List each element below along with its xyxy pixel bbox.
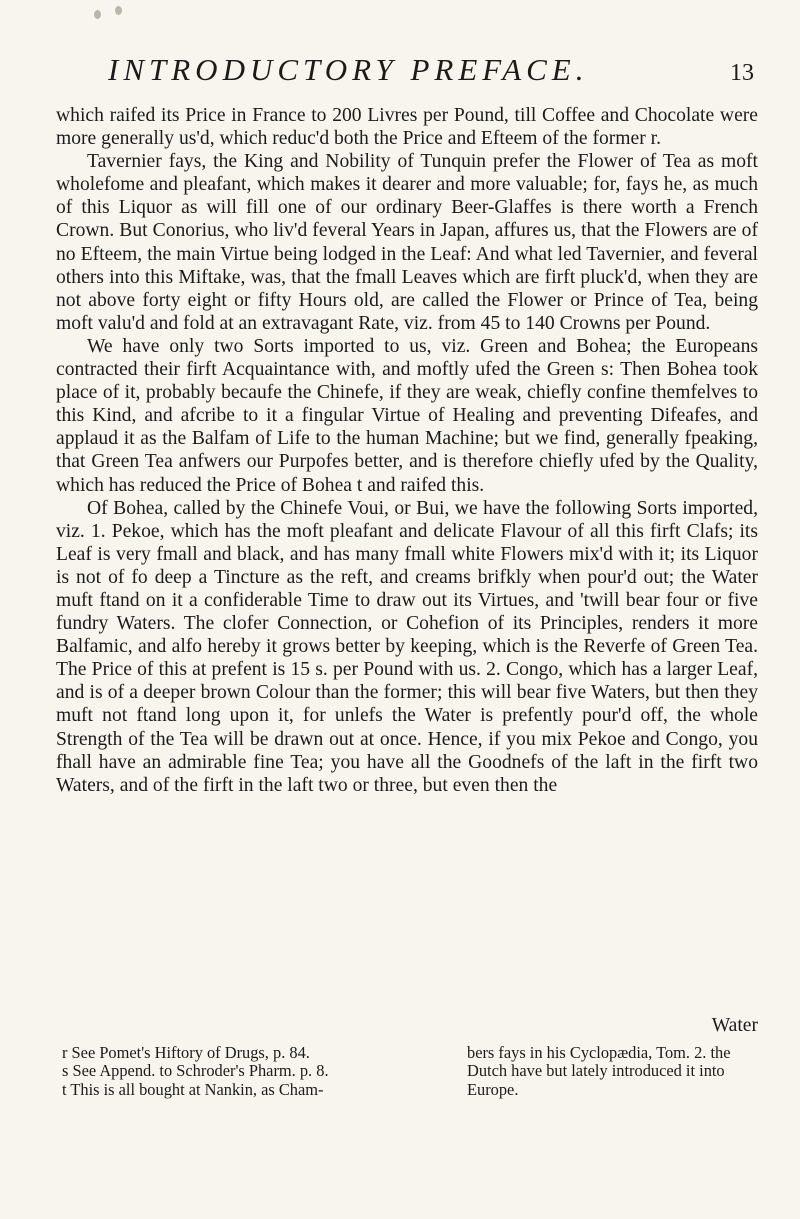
footnotes bbox=[62, 1044, 762, 1099]
running-head: INTRODUCTORY PREFACE. bbox=[108, 52, 589, 87]
footnote-continuation: bers fays in his Cyclopædia, Tom. 2. the bbox=[467, 1043, 731, 1062]
page-header bbox=[108, 52, 754, 96]
paragraph: We have only two Sorts imported to us, viz. Green and Bohea; the Europeans contracted their firft Acquaintance with, and moftly ufed the Green s: Then Bohea took place of it, probably becaufe the Chinefe, if they are weak, chiefly confine themfelves to this Kind, and afcribe to it a fingular Virtue of Healing and preventing Difeafes, and applaud it as the Balfam of Life to the human Machine; but we find, generally fpeaking, that Green Tea anfwers our Purpofes better, and is therefore chiefly ufed by the Quality, which has reduced the Price of Bohea t and raifed this. bbox=[56, 335, 758, 496]
paragraph: Tavernier fays, the King and Nobility of Tunquin prefer the Flower of Tea as moft wholefome and pleafant, which makes it dearer and more valuable; for, fays he, as much of this Liquor as will fill one of our ordinary Beer-Glaffes is there worth a French Crown. But Conorius, who liv'd feveral Years in Japan, affures us, that the Flowers are of no Efteem, the main Virtue being lodged in the Leaf: And what led Tavernier, and feveral others into this Miftake, was, that the fmall Leaves which are firft pluck'd, when they are not above forty eight or fifty Hours old, are called the Flower or Prince of Tea, being moft valu'd and fold at an extravagant Rate, viz. from 45 to 140 Crowns per Pound. bbox=[56, 151, 758, 334]
footnote: t This is all bought at Nankin, as Cham- bbox=[62, 1079, 324, 1099]
paragraph: which raifed its Price in France to 200 Livres per Pound, till Coffee and Chocolate were more generally us'd, which reduc'd both the Price and Efteem of the former r. bbox=[56, 105, 758, 150]
footnote: r See Pomet's Hiftory of Drugs, p. 84. bbox=[62, 1043, 310, 1062]
footnote: s See Append. to Schroder's Pharm. p. 8. bbox=[62, 1061, 329, 1081]
footnote-rule bbox=[56, 1040, 758, 1041]
ink-spot bbox=[94, 10, 101, 19]
footnote-continuation: Europe. bbox=[467, 1079, 519, 1099]
catchword: Water bbox=[711, 1015, 758, 1036]
body-text bbox=[56, 104, 758, 797]
page-number: 13 bbox=[730, 60, 754, 86]
footnote-continuation: Dutch have but lately introduced it into bbox=[467, 1061, 725, 1081]
ink-spot bbox=[115, 6, 122, 15]
footnotes-left-column bbox=[62, 1044, 457, 1099]
footnotes-right-column bbox=[467, 1044, 757, 1099]
paragraph: Of Bohea, called by the Chinefe Voui, or Bui, we have the following Sorts imported, viz. 1. Pekoe, which has the moft pleafant and delicate Flavour of all this firft Clafs; its Leaf is very fmall and black, and has many fmall white Flowers mix'd with it; its Liquor is not of fo deep a Tincture as the reft, and creams brifkly when pour'd out; the Water muft ftand on it a confiderable Time to draw out its Virtues, and 'twill bear four or five fundry Waters. The clofer Connection, or Cohefion of its Principles, renders it more Balfamic, and alfo hereby it grows better by keeping, which is the Reverfe of Green Tea. The Price of this at prefent is 15 s. per Pound with us. 2. Congo, which has a larger Leaf, and is of a deeper brown Colour than the former; this will bear five Waters, but then they muft not ftand long upon it, for unlefs the Water is prefently pour'd off, the whole Strength of the Tea will be drawn out at once. Hence, if you mix Pekoe and Congo, you fhall have an admirable fine Tea; you have all the Goodnefs of the laft in the firft two Waters, and of the firft in the laft two or three, but even then the bbox=[56, 497, 758, 796]
